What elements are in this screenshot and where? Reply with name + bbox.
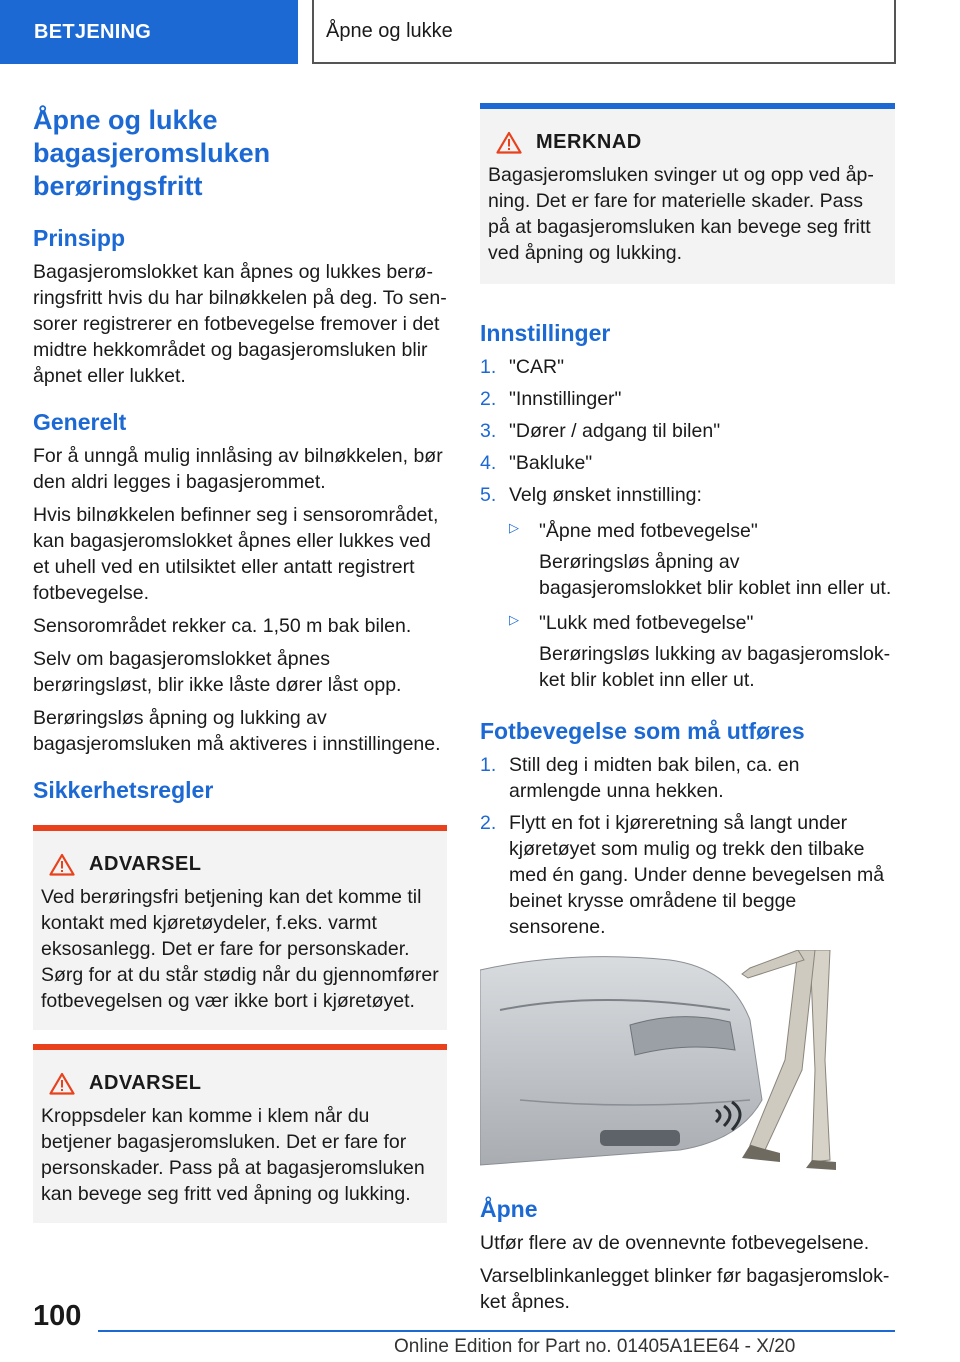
- step-number: 3.: [480, 420, 497, 442]
- list-item: [480, 810, 895, 940]
- step-text: "Bakluke": [509, 452, 593, 474]
- right-column: [480, 103, 895, 1322]
- settings-steps: [480, 354, 895, 508]
- step-number: 4.: [480, 452, 497, 474]
- paragraph-generelt-2: Hvis bilnøkkelen befinner seg i sensorområdet, kan bagasjeromslokket åpnes eller lukkes ved et uhell ved en utilsiktet eller antatt registrert fotbevegelse.: [33, 504, 439, 604]
- option-open: [509, 518, 895, 606]
- list-item: [480, 482, 895, 508]
- note-title: [488, 131, 887, 154]
- step-text: Still deg i midten bak bilen, ca. en armlengde unna hekken.: [509, 754, 800, 802]
- triangle-right-icon: ▷: [509, 520, 519, 535]
- note-label: MERKNAD: [536, 131, 642, 153]
- list-item: [480, 752, 895, 804]
- list-item: [480, 386, 895, 412]
- paragraph-generelt-1: For å unngå mulig innlåsing av bilnøkkelen, bør den aldri legges i bagasjerommet.: [33, 445, 443, 493]
- warning-title-2: [41, 1072, 439, 1095]
- step-text: "Innstillinger": [509, 388, 622, 410]
- warning-triangle-icon: [49, 1072, 75, 1095]
- step-text: "Dører / adgang til bilen": [509, 420, 721, 442]
- header-chapter-label: Åpne og lukke: [326, 19, 453, 42]
- header-section: [0, 0, 298, 64]
- warning-triangle-icon: [49, 853, 75, 876]
- foot-steps: [480, 752, 895, 940]
- warning-title-1: [41, 853, 439, 876]
- heading-prinsipp: Prinsipp: [33, 225, 126, 251]
- warning-label-1: ADVARSEL: [89, 853, 202, 875]
- page-number: 100: [33, 1300, 82, 1332]
- list-item: [480, 450, 895, 476]
- paragraph-generelt-4: Selv om bagasjeromslokket åpnes berøringsløst, blir ikke låste dører låst opp.: [33, 648, 402, 696]
- step-number: 1.: [480, 356, 497, 378]
- header-chapter: [312, 0, 896, 64]
- note-box: [480, 103, 895, 284]
- warning-text-1: Ved berøringsfri betjening kan det komme til kontakt med kjøretøydeler, f.eks. varmt eksosanlegg. Det er fare for personskader. Sørg for at du står stødig når du gjennomfører fotbevegelsen og vær ikke bort i kjøretøyet.: [41, 886, 439, 1012]
- paragraph-apne-2: Varselblinkanlegget blinker før bagasjeromslokket åpnes.: [480, 1265, 890, 1313]
- triangle-right-icon: ▷: [509, 612, 519, 627]
- paragraph-generelt-5: Berøringsløs åpning og lukking av bagasjeromsluken må aktiveres i innstillingene.: [33, 707, 441, 755]
- option-label: "Åpne med fotbevegelse": [539, 520, 758, 542]
- step-text: Flytt en fot i kjøreretning så langt under kjøretøyet som mulig og trekk den tilbake med én gang. Under denne bevegelsen må beinet krysse områdene til begge sensorene.: [509, 812, 885, 938]
- paragraph-prinsipp: Bagasjeromslokket kan åpnes og lukkes berøringsfritt hvis du har bilnøkkelen på deg. To sensorer registrerer en fotbevegelse fremover i det midtre hekkområdet og bagasjeromsluken blir åpnet eller lukket.: [33, 261, 447, 387]
- paragraph-apne-1: Utfør flere av de ovennevnte fotbevegelsene.: [480, 1232, 870, 1254]
- step-text: "CAR": [509, 356, 565, 378]
- paragraph-generelt-3: Sensorområdet rekker ca. 1,50 m bak bilen.: [33, 615, 412, 637]
- step-number: 2.: [480, 388, 497, 410]
- step-number: 2.: [480, 812, 497, 834]
- list-item: [480, 354, 895, 380]
- option-desc: Berøringsløs åpning av bagasjeromslokket blir koblet inn eller ut.: [539, 551, 892, 599]
- page-title: Åpne og lukke bagasjeromsluken berøringsfritt: [33, 105, 271, 201]
- foot-gesture-illustration: [480, 950, 836, 1170]
- left-column: [33, 100, 447, 1235]
- heading-apne: Åpne: [480, 1196, 538, 1222]
- header-section-label: BETJENING: [34, 20, 152, 43]
- warning-box-2: [33, 1044, 447, 1223]
- footer-edition: Online Edition for Part no. 01405A1EE64 - X/20: [394, 1336, 796, 1357]
- option-label: "Lukk med fotbevegelse": [539, 612, 754, 634]
- warning-box-1: [33, 825, 447, 1030]
- option-desc: Berøringsløs lukking av bagasjeromslokket blir koblet inn eller ut.: [539, 643, 891, 691]
- heading-innstillinger: Innstillinger: [480, 320, 611, 346]
- step-text: Velg ønsket innstilling:: [509, 484, 702, 506]
- option-close: [509, 610, 895, 698]
- step-number: 1.: [480, 754, 497, 776]
- heading-fotbevegelse: Fotbevegelse som må utføres: [480, 718, 805, 744]
- list-item: [480, 418, 895, 444]
- heading-generelt: Generelt: [33, 409, 127, 435]
- footer-divider: [98, 1330, 895, 1332]
- note-text: Bagasjeromsluken svinger ut og opp ved åpning. Det er fare for materielle skader. Pass på at bagasjeromsluken kan bevege seg fritt ved åpning og lukking.: [488, 164, 874, 264]
- warning-label-2: ADVARSEL: [89, 1072, 202, 1094]
- step-number: 5.: [480, 484, 497, 506]
- heading-sikkerhetsregler: Sikkerhetsregler: [33, 777, 214, 803]
- warning-text-2: Kroppsdeler kan komme i klem når du betjener bagasjeromsluken. Det er fare for personskader. Pass på at bagasjeromsluken kan bevege seg fritt ved åpning og lukking.: [41, 1105, 425, 1205]
- warning-triangle-icon: [496, 131, 522, 154]
